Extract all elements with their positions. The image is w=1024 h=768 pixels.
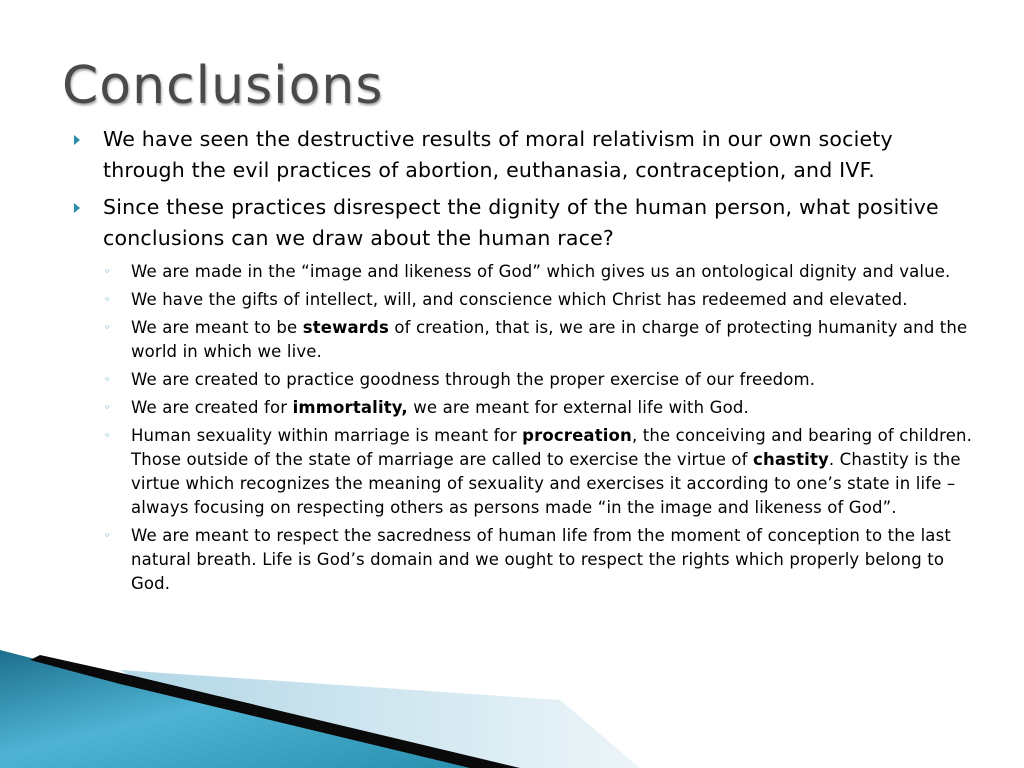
emphasis-chastity: chastity: [753, 450, 829, 469]
slide-content: [74, 124, 974, 600]
sub-bullet-text: We are meant to respect the sacredness of human life from the moment of conception to the last natural breath. Life is God’s domain and we ought to respect the rights which properly belong to God.: [131, 526, 951, 593]
sub-bullet-item: [74, 316, 974, 364]
sub-bullet-item: [74, 524, 974, 596]
circle-bullet-icon: ◦: [104, 373, 111, 386]
circle-bullet-icon: ◦: [104, 529, 111, 542]
sub-bullet-text-pre: We are created for: [131, 398, 293, 417]
bullet-text: We have seen the destructive results of moral relativism in our own society through the evil practices of abortion, euthanasia, contraception, and IVF.: [103, 127, 893, 182]
circle-bullet-icon: ◦: [104, 265, 111, 278]
bullet-item: [74, 124, 974, 186]
slide-title: Conclusions: [62, 56, 384, 116]
sub-bullet-text-post: of creation, that is, we are in charge of protecting humanity and the world in which we live.: [131, 318, 968, 361]
sub-bullet-text-post: . Chastity is the virtue which recognizes the meaning of sexuality and exercises it according to one’s state in life – always focusing on respecting others as persons made “in the image and likeness of God”.: [131, 450, 961, 517]
bullet-text: Since these practices disrespect the dignity of the human person, what positive conclusions can we draw about the human race?: [103, 195, 939, 250]
emphasis-procreation: procreation: [522, 426, 632, 445]
circle-bullet-icon: ◦: [104, 429, 111, 442]
sub-bullet-text-pre: We are meant to be: [131, 318, 303, 337]
sub-bullet-text-mid: , the conceiving and bearing of children. Those outside of the state of marriage are called to exercise the virtue of: [131, 426, 973, 469]
sub-bullet-text-post: we are meant for external life with God.: [407, 398, 749, 417]
sub-bullet-item: [74, 396, 974, 420]
sub-bullet-item: [74, 288, 974, 312]
triangle-bullet-icon: [74, 203, 80, 213]
circle-bullet-icon: ◦: [104, 401, 111, 414]
sub-bullet-text: We have the gifts of intellect, will, and conscience which Christ has redeemed and elevated.: [131, 290, 908, 309]
emphasis-immortality: immortality,: [292, 398, 408, 417]
circle-bullet-icon: ◦: [104, 321, 111, 334]
sub-bullet-text-pre: Human sexuality within marriage is meant for: [131, 426, 523, 445]
triangle-bullet-icon: [74, 135, 80, 145]
sub-bullet-text: We are created to practice goodness through the proper exercise of our freedom.: [131, 370, 816, 389]
sub-bullet-item: [74, 368, 974, 392]
circle-bullet-icon: ◦: [104, 293, 111, 306]
sub-bullet-text: We are made in the “image and likeness of God” which gives us an ontological dignity and value.: [131, 262, 951, 281]
sub-bullet-item: [74, 424, 974, 520]
emphasis-stewards: stewards: [302, 318, 389, 337]
sub-bullet-item: [74, 260, 974, 284]
bullet-item: [74, 192, 974, 254]
